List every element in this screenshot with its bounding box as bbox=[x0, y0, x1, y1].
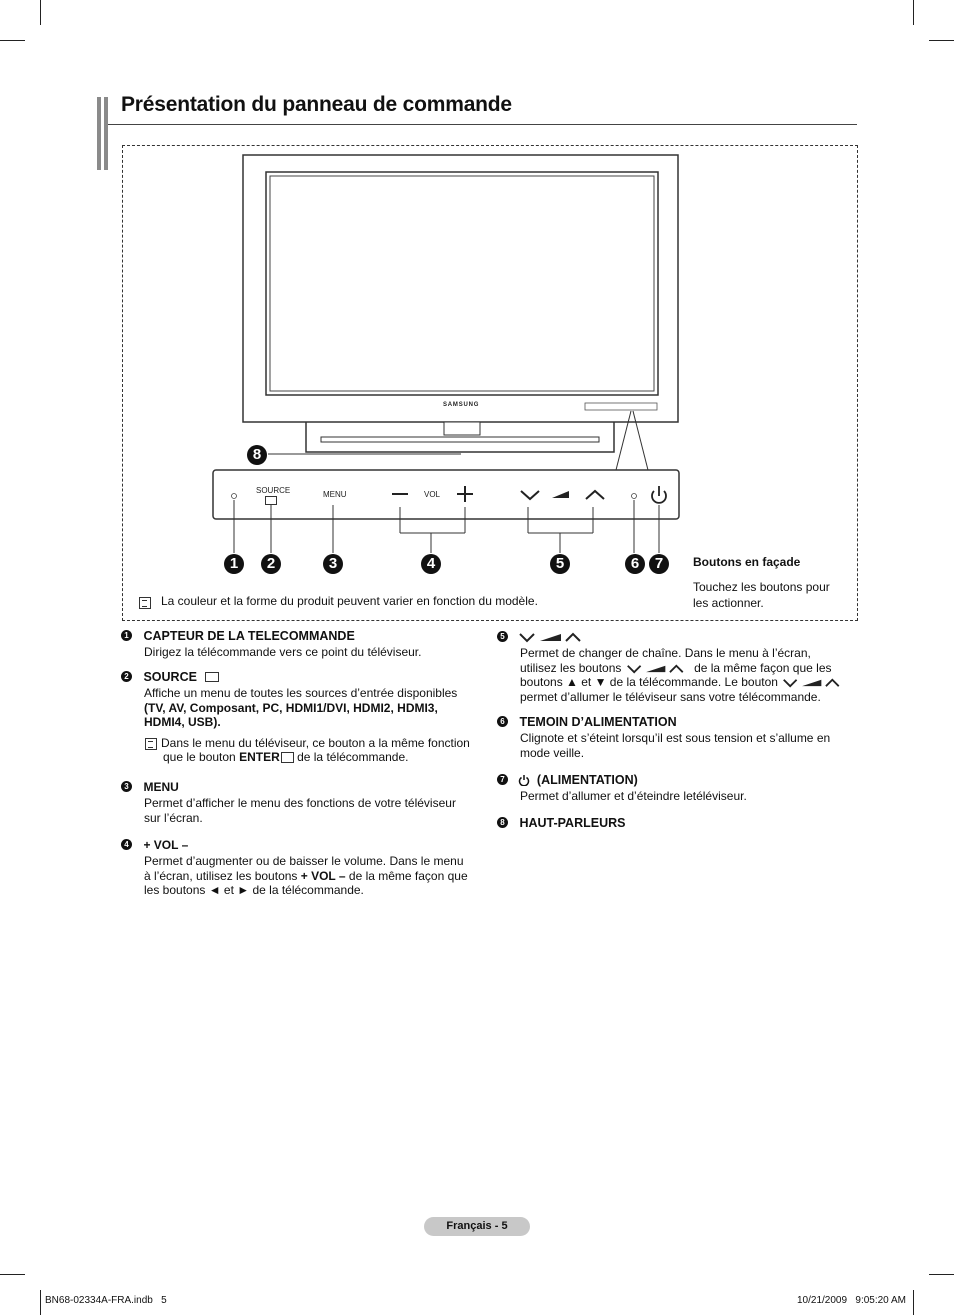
crop-mark bbox=[40, 1290, 41, 1315]
panel-vol-label: VOL bbox=[424, 490, 441, 499]
item-text: Clignote et s’éteint lorsqu’il est sous tension et s’allume en bbox=[520, 731, 831, 745]
item-text-bold: HDMI4, USB). bbox=[144, 715, 221, 729]
callout-4: 4 bbox=[421, 554, 441, 574]
item-5 bbox=[497, 628, 857, 704]
vol-label: + VOL – bbox=[300, 868, 346, 883]
item-text bbox=[144, 869, 491, 884]
callout-2: 2 bbox=[261, 554, 281, 574]
callout-8: 8 bbox=[247, 445, 267, 465]
item-number: 5 bbox=[497, 631, 508, 642]
item-text-part: de la même façon que les bbox=[694, 660, 832, 675]
item-3 bbox=[121, 778, 491, 825]
item-heading: MENU bbox=[143, 780, 179, 794]
item-text: Permet d’allumer et d’éteindre letéléviseur. bbox=[520, 789, 747, 803]
brand-logo: SAMSUNG bbox=[443, 402, 480, 408]
item-text: mode veille. bbox=[520, 745, 585, 760]
enter-icon bbox=[281, 752, 294, 763]
footer-date: 10/21/2009 9:05:20 AM bbox=[797, 1295, 906, 1306]
item-text: Permet d’augmenter ou de baisser le volume. Dans le menu bbox=[144, 854, 464, 868]
item-1 bbox=[121, 627, 491, 660]
item-text bbox=[520, 675, 857, 690]
item-number: 2 bbox=[121, 671, 132, 682]
item-6 bbox=[497, 713, 857, 760]
item-text bbox=[520, 661, 857, 676]
item-heading: + VOL – bbox=[143, 838, 189, 852]
crop-mark bbox=[0, 1274, 25, 1275]
item-number: 3 bbox=[121, 781, 132, 792]
item-heading: SOURCE bbox=[143, 670, 197, 684]
diagram-note: La couleur et la forme du produit peuvent varier en fonction du modèle. bbox=[161, 594, 538, 608]
item-2 bbox=[121, 668, 491, 765]
source-icon bbox=[205, 672, 219, 682]
item-text-bold: (TV, AV, Composant, PC, HDMI1/DVI, HDMI2, HDMI3, bbox=[144, 700, 438, 715]
front-buttons-text: les actionner. bbox=[693, 596, 764, 610]
channel-volume-icons bbox=[781, 677, 847, 688]
note-text: Dans le menu du téléviseur, ce bouton a la même fonction bbox=[161, 735, 470, 750]
page-number-pill: Français - 5 bbox=[424, 1217, 530, 1236]
note-text-part: que le bouton bbox=[163, 750, 240, 764]
item-text: Dirigez la télécommande vers ce point du téléviseur. bbox=[144, 645, 422, 659]
callout-3: 3 bbox=[323, 554, 343, 574]
crop-mark bbox=[929, 1274, 954, 1275]
panel-menu-label: MENU bbox=[323, 490, 347, 499]
item-heading: TEMOIN D’ALIMENTATION bbox=[519, 715, 677, 729]
item-8 bbox=[497, 814, 857, 832]
item-number: 4 bbox=[121, 839, 132, 850]
note-text-part: de la télécommande. bbox=[293, 750, 409, 764]
item-heading: CAPTEUR DE LA TELECOMMANDE bbox=[143, 629, 355, 643]
item-number: 1 bbox=[121, 630, 132, 641]
callout-5: 5 bbox=[550, 554, 570, 574]
footer-file: BN68-02334A-FRA.indb 5 bbox=[45, 1295, 167, 1306]
note-icon bbox=[139, 594, 151, 612]
item-text-part: boutons ▲ et ▼ de la télécommande. Le bouton bbox=[520, 675, 778, 689]
tv-illustration bbox=[0, 0, 954, 620]
front-buttons-text: Touchez les boutons pour bbox=[693, 580, 830, 594]
item-number: 8 bbox=[497, 817, 508, 828]
item-text: Permet d’afficher le menu des fonctions de votre téléviseur bbox=[144, 796, 456, 810]
front-buttons-title: Boutons en façade bbox=[693, 555, 801, 569]
callout-6: 6 bbox=[625, 554, 645, 574]
callout-1: 1 bbox=[224, 554, 244, 574]
power-icon bbox=[518, 774, 530, 786]
item-7 bbox=[497, 771, 857, 804]
item-text: Affiche un menu de toutes les sources d’entrée disponibles bbox=[144, 686, 458, 700]
note-icon bbox=[145, 738, 157, 750]
channel-volume-icons bbox=[518, 631, 588, 643]
item-note bbox=[144, 736, 491, 765]
item-text-part: utilisez les boutons bbox=[520, 660, 622, 675]
crop-mark bbox=[913, 1290, 914, 1315]
item-text: permet d’allumer le téléviseur sans votre télécommande. bbox=[520, 689, 821, 704]
item-text-part: à l’écran, utilisez les boutons bbox=[144, 868, 301, 883]
item-text: les boutons ◄ et ► de la télécommande. bbox=[144, 883, 364, 897]
note-text bbox=[163, 750, 491, 765]
channel-volume-icons bbox=[625, 663, 691, 674]
item-number: 7 bbox=[497, 774, 508, 785]
panel-source-label: SOURCE bbox=[256, 486, 291, 495]
item-text: sur l’écran. bbox=[144, 810, 203, 825]
item-number: 6 bbox=[497, 716, 508, 727]
callout-7: 7 bbox=[649, 554, 669, 574]
item-text-part: de la même façon que bbox=[345, 868, 468, 883]
item-4 bbox=[121, 836, 491, 898]
panel-source-icon bbox=[265, 496, 277, 505]
page-title: Présentation du panneau de commande bbox=[121, 93, 512, 116]
item-heading: (ALIMENTATION) bbox=[536, 773, 638, 787]
item-text: Permet de changer de chaîne. Dans le menu à l’écran, bbox=[520, 646, 811, 660]
enter-label: ENTER bbox=[239, 750, 280, 764]
item-heading: HAUT-PARLEURS bbox=[519, 816, 626, 830]
